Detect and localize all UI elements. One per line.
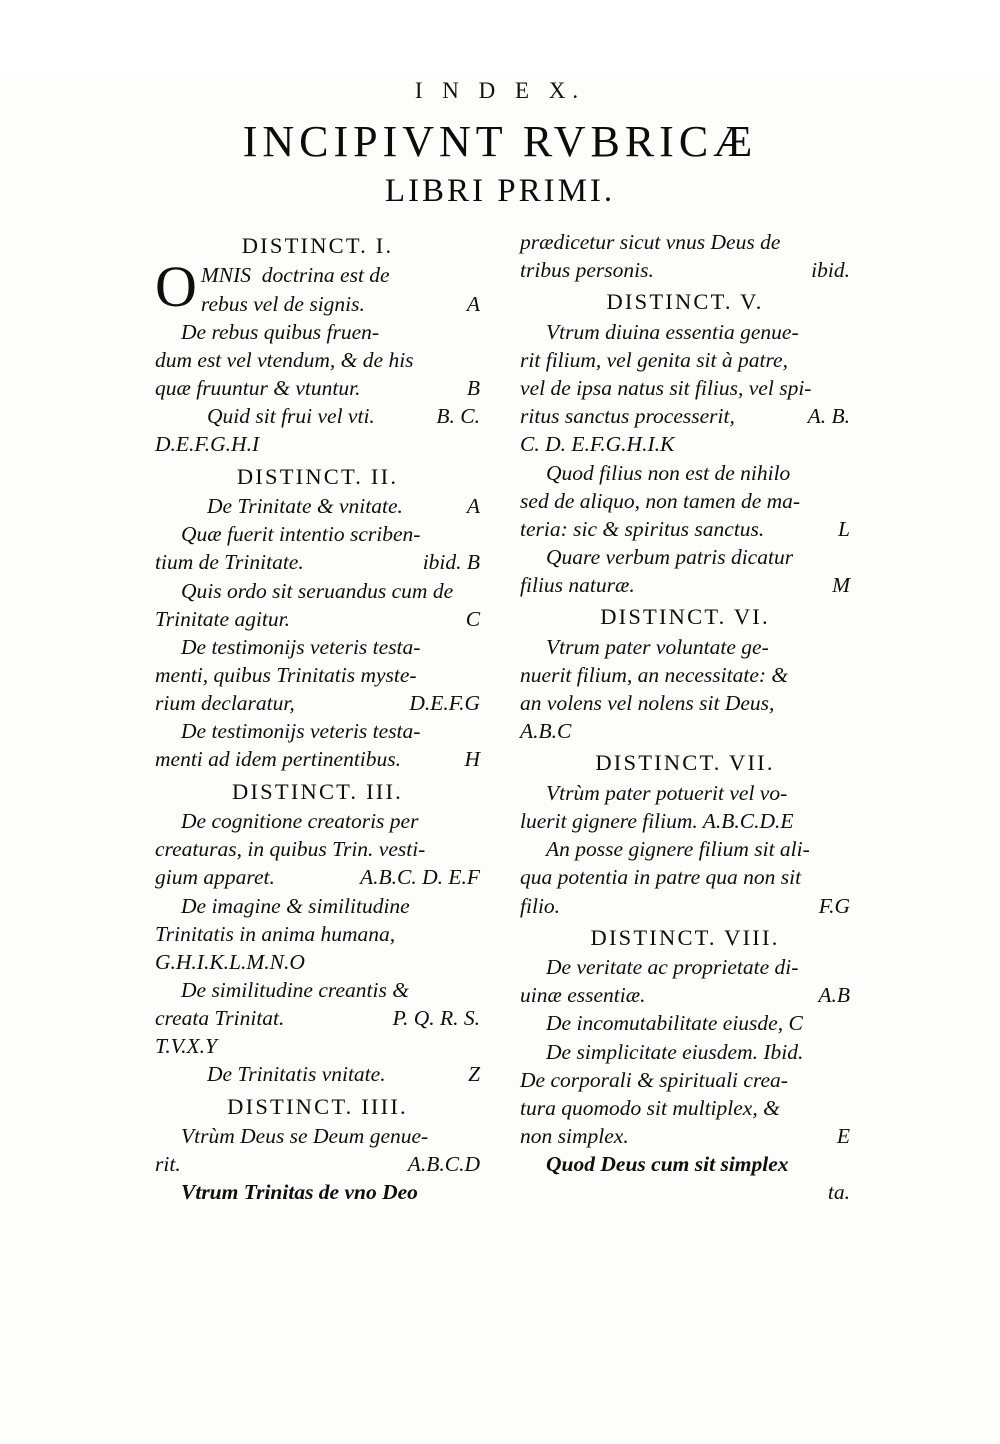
text-line: De cognitione creatoris per xyxy=(181,809,419,834)
text-line xyxy=(520,981,850,1009)
text-line-body: filio. xyxy=(520,893,561,918)
distinction-heading: DISTINCT. VIII. xyxy=(590,924,780,950)
reference-letter: P. Q. R. S. xyxy=(392,1006,481,1031)
text-line: an volens vel nolens sit Deus, xyxy=(520,691,775,716)
text-line: De simplicitate eiusdem. Ibid. xyxy=(546,1039,804,1064)
reference-letter: A xyxy=(466,291,481,316)
reference-letter: ibid. B xyxy=(422,550,481,575)
text-line-body: ritus sanctus processerit, xyxy=(520,404,735,429)
entry-group xyxy=(155,1122,480,1206)
text-line-body: rium declaratur, xyxy=(155,691,295,716)
text-line: prædicetur sicut vnus Deus de xyxy=(520,230,781,254)
text-line xyxy=(520,571,850,599)
text-line: Quis ordo sit seruandus cum de xyxy=(181,578,454,603)
text-line-body: Quid sit frui vel vti. xyxy=(207,404,375,429)
text-line: luerit gignere filium. A.B.C.D.E xyxy=(520,809,794,834)
text-line-body: Trinitate agitur. xyxy=(155,606,291,631)
text-line xyxy=(155,1004,480,1032)
text-line: MNIS doctrina est de xyxy=(200,263,390,288)
text-line-body: creata Trinitat. xyxy=(155,1006,285,1031)
text-line: Quod Deus cum sit simplex xyxy=(546,1152,789,1177)
text-line-body: De Trinitatis vnitate. xyxy=(207,1062,386,1087)
text-line: An posse gignere filium sit ali- xyxy=(546,837,810,862)
text-line-body: uinæ essentiæ. xyxy=(520,983,646,1008)
text-line: Quod filius non est de nihilo xyxy=(546,460,791,485)
text-line: Vtrùm pater potuerit vel vo- xyxy=(546,780,788,805)
text-line xyxy=(155,1150,480,1178)
reference-letter: A.B.C.D xyxy=(407,1152,481,1177)
text-line xyxy=(520,402,850,430)
text-line: Quare verbum patris dicatur xyxy=(546,545,794,570)
text-line-body: filius naturæ. xyxy=(520,573,635,598)
text-line xyxy=(520,256,850,284)
text-line: Vtrum diuina essentia genue- xyxy=(546,319,799,344)
reference-letter: A.B xyxy=(818,983,850,1008)
running-head: I N D E X. xyxy=(414,78,586,103)
text-line xyxy=(155,402,480,430)
distinction-heading: DISTINCT. V. xyxy=(606,289,764,315)
text-line: creaturas, in quibus Trin. vesti- xyxy=(155,837,426,862)
text-line: G.H.I.K.L.M.N.O xyxy=(155,949,305,974)
reference-letter: F.G xyxy=(818,893,850,918)
text-line-body: tribus personis. xyxy=(520,258,654,283)
reference-letter: ibid. xyxy=(811,258,850,283)
drop-cap: O xyxy=(155,254,197,320)
text-line: Vtrum pater voluntate ge- xyxy=(546,634,769,659)
reference-letter: B. C. xyxy=(436,404,481,429)
text-line: nuerit filium, an necessitate: & xyxy=(520,662,789,687)
text-line: tura quomodo sit multiplex, & xyxy=(520,1095,780,1120)
right-column xyxy=(520,228,850,1207)
text-line xyxy=(520,1122,850,1150)
distinction-heading: DISTINCT. IIII. xyxy=(227,1093,408,1119)
text-line-body: rit. xyxy=(155,1152,181,1177)
text-line: rit filium, vel genita sit à patre, xyxy=(520,347,788,372)
text-line: De imagine & similitudine xyxy=(181,893,410,918)
page-title-line-2: LIBRI PRIMI. xyxy=(384,173,616,209)
entry-group xyxy=(155,492,480,774)
entry-group xyxy=(520,228,850,284)
entry-group xyxy=(155,318,480,459)
text-line: Vtrùm Deus se Deum genue- xyxy=(181,1124,429,1149)
text-line: A.B.C xyxy=(520,719,572,744)
index-page xyxy=(0,78,1000,1444)
text-line-body: non simplex. xyxy=(520,1124,629,1149)
distinction-heading: DISTINCT. III. xyxy=(232,778,403,804)
text-line-body: tium de Trinitate. xyxy=(155,550,304,575)
entry-group xyxy=(520,318,850,600)
text-line: De similitudine creantis & xyxy=(181,978,409,1002)
distinction-heading: DISTINCT. II. xyxy=(236,463,399,489)
text-line: D.E.F.G.H.I xyxy=(155,432,260,457)
reference-letter: B xyxy=(466,376,481,401)
text-line-body: teria: sic & spiritus sanctus. xyxy=(520,516,765,541)
text-line xyxy=(155,745,480,773)
opening-paragraph xyxy=(155,254,481,320)
left-column xyxy=(155,228,480,1207)
reference-letter: M xyxy=(832,573,850,598)
entry-group xyxy=(155,807,480,1089)
text-line: vel de ipsa natus sit filius, vel spi- xyxy=(520,376,812,401)
distinction-heading: DISTINCT. I. xyxy=(241,233,394,258)
text-line: qua potentia in patre qua non sit xyxy=(520,865,802,890)
text-line: ta. xyxy=(827,1180,850,1205)
reference-letter: C xyxy=(465,606,481,631)
text-line: Vtrum Trinitas de vno Deo xyxy=(181,1180,418,1205)
reference-letter: Z xyxy=(468,1062,481,1087)
text-line: De corporali & spirituali crea- xyxy=(520,1067,788,1092)
text-line: sed de aliquo, non tamen de ma- xyxy=(520,488,801,513)
distinction-heading: DISTINCT. VI. xyxy=(600,604,770,630)
opening-text xyxy=(155,254,481,320)
text-line: Quæ fuerit intentio scriben- xyxy=(181,522,421,547)
text-line: Trinitatis in anima humana, xyxy=(155,921,396,946)
text-line xyxy=(155,863,480,891)
text-line xyxy=(155,1060,480,1088)
entry-group xyxy=(520,633,850,746)
text-line-body: gium apparet. xyxy=(155,865,275,890)
text-line: De testimonijs veteris testa- xyxy=(181,719,421,744)
text-line-body: De Trinitate & vnitate. xyxy=(207,494,403,519)
text-line-body: rebus vel de signis. xyxy=(200,291,365,316)
text-line xyxy=(155,374,480,402)
distinction-heading: DISTINCT. VII. xyxy=(595,750,775,776)
text-line: dum est vel vtendum, & de his xyxy=(155,347,414,372)
reference-letter: A xyxy=(466,494,481,519)
text-line xyxy=(520,515,850,543)
reference-letter: D.E.F.G xyxy=(409,691,481,716)
text-line-body: quæ fruuntur & vtuntur. xyxy=(155,376,361,401)
reference-letter: E xyxy=(836,1124,850,1149)
two-column-body xyxy=(0,228,1000,1207)
text-line: T.V.X.Y xyxy=(155,1034,217,1059)
text-line: De rebus quibus fruen- xyxy=(181,319,380,344)
text-line: C. D. E.F.G.H.I.K xyxy=(520,432,675,457)
page-title-line-1: INCIPIVNT RVBRICÆ xyxy=(242,117,758,166)
text-line xyxy=(155,492,480,520)
text-line: menti, quibus Trinitatis myste- xyxy=(155,662,417,687)
entry-group xyxy=(520,779,850,920)
entry-group xyxy=(520,953,850,1206)
text-line xyxy=(155,548,480,576)
text-line xyxy=(155,605,480,633)
text-line-body: menti ad idem pertinentibus. xyxy=(155,747,402,772)
text-line: De veritate ac proprietate di- xyxy=(546,955,799,980)
text-line: De testimonijs veteris testa- xyxy=(181,634,421,659)
reference-letter: L xyxy=(838,516,850,541)
text-line: De incomutabilitate eiusde, C xyxy=(546,1011,803,1036)
reference-letter: H xyxy=(464,747,481,772)
reference-letter: A.B.C. D. E.F xyxy=(360,865,481,890)
text-line xyxy=(155,689,480,717)
text-line xyxy=(201,290,480,318)
reference-letter: A. B. xyxy=(807,404,850,429)
text-line xyxy=(520,892,850,920)
